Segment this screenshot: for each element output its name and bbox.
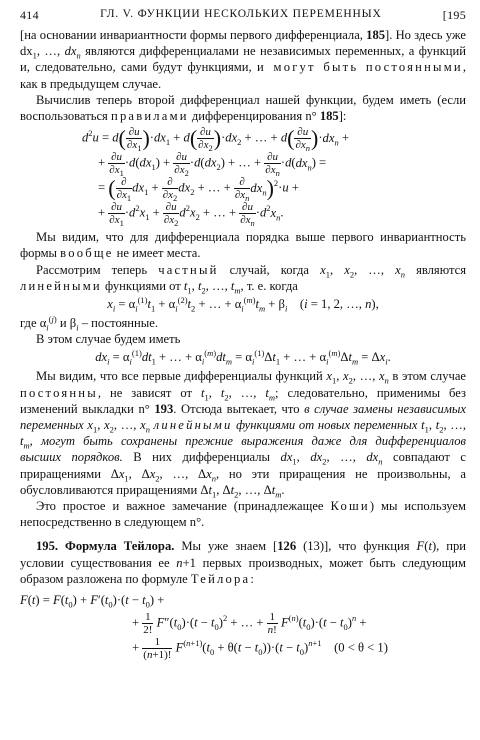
- paragraph-in-this-case: В этом случае будем иметь: [36, 332, 181, 347]
- equation-line: = ( $\frac{\partial}{\partial x_1}$ $dx_1$ + $\frac{\partial}{\partial x_2}$ $dx_2$ + … + $\frac{\partial}{\partial x_n}$ $dx_n)^2\cdot u$ +: [98, 175, 299, 204]
- equation-taylor: [20, 589, 466, 661]
- equation-line: $d^2u = d$( $\frac{\partial u}{\partial x_1}$ )$\cdot dx_1 + d$( $\frac{\partial u}{\partial x_2}$ )$\cdot dx_2$ + … + d( $\frac{\partial u}{\partial x_n}$ )$\cdot dx_n$ +: [82, 125, 349, 154]
- paragraph-linear-case: Рассмотрим теперь частный случай, когда $x_1$, $x_2$, …, $x_n$ являются линейными функциями от $t_1$, $t_2$, …, $t_m$, т. е. когда: [20, 262, 467, 296]
- equation-first-differential: $dx_i = \alpha_i^{(1)}dt_1$ + … + $\alpha_i^{(m)}dt_m = \alpha_i^{(1)}\Delta t_1$ + … + $\alpha_i^{(m)}\Delta t_m = \Delta x_i$.: [95, 348, 391, 367]
- equation-linear-substitution: $x_i = \alpha_i^{(1)}t_1 + \alpha_i^{(2)}t_2$ + … + $\alpha_i^{(m)}t_m + \beta_i$ (i = 1, 2, …, n),: [107, 294, 379, 314]
- page: [20, 8, 466, 661]
- equation-line: + $\frac{1}{(n+1)!}$ $F^{(n+1)}(t_0 + \theta(t - t_0))\cdot(t - t_0)^{n+1}$ (0 < θ < 1): [132, 636, 388, 662]
- chapter-title: ГЛ. V. ФУНКЦИИ НЕСКОЛЬКИХ ПЕРЕМЕННЫХ: [100, 8, 382, 20]
- equation-line: + $\frac{\partial u}{\partial x_1}$ $\cdot d(dx_1)$ + $\frac{\partial u}{\partial x_2}$ $\cdot d(dx_2)$ + … + $\frac{\partial u}{\partial x_n}$ $\cdot d(dx_n)$ =: [98, 151, 327, 179]
- paragraph-no-invariance: Мы видим, что для дифференциала порядка выше первого инвариантность формы вообще не имеет места.: [20, 230, 466, 261]
- equation-line: + $\frac{\partial u}{\partial x_1}$ $\cdot d^2x_1$ + $\frac{\partial u}{\partial x_2}$ $d^2x_2$ + … + $\frac{\partial u}{\partial x_n}$ $\cdot d^2x_n$.: [98, 201, 284, 229]
- equation-line: $F(t) = F(t_0) + F'(t_0)\cdot(t - t_0)$ +: [20, 593, 165, 610]
- equation-second-differential: [20, 125, 466, 229]
- paragraph-second-differential: Вычислив теперь второй дифференциал нашей функции, будем иметь (если воспользоваться правилами дифференцирования n° 185]:: [20, 92, 466, 124]
- paragraph-constants: где $\alpha_i^{(j)}$ и $\beta_i$ – постоянные.: [20, 313, 158, 333]
- equation-line: + $\frac{1}{2!}$ $F''(t_0)\cdot(t - t_0)^2$ + … + $\frac{1}{n!}$ $F^{(n)}(t_0)\cdot(t - t_0)^n$ +: [132, 611, 367, 637]
- paragraph-cauchy-remark: Это простое и важное замечание (принадлежащее Коши) мы используем непосредственно в следующем n°.: [20, 499, 466, 530]
- running-header: [20, 8, 466, 27]
- paragraph-first-differentials-constant: Мы видим, что все первые дифференциалы функций $x_1$, $x_2$, …, $x_n$ в этом случае постоянны, не зависят от $t_1$, $t_2$, …, $t_m$; следовательно, применимы без изменений выкладки n° 193. Отсюда вытекает, что в случае замены независимых переменных $x_1$, $x_2$, …, $x_n$ линейными функциями от новых переменных $t_1$, $t_2$, …, $t_m$, могут быть сохранены прежние выражения даже для дифференциалов высших порядков. В них дифференциалы $dx_1$, $dx_2$, …, $dx_n$ совпадают с приращениями $\Delta x_1$, $\Delta x_2$, …, $\Delta x_n$, но эти приращения не произвольны, а обусловливаются приращениями $\Delta t_1$, $\Delta t_2$, …, $\Delta t_m$.: [20, 369, 467, 500]
- section-number: [195: [442, 8, 466, 22]
- page-number: 414: [20, 8, 39, 22]
- theta-condition: (0 < θ < 1): [334, 640, 388, 655]
- paragraph-invariance-note: [на основании инвариантности формы первого дифференциала, 185]. Но здесь уже $dx_1$, …, $dx_n$ являются дифференциалами не независимых переменных, а функций и, следовательно, сами будут функциями, и могут быть постоянными, как в предыдущем случае.: [20, 28, 466, 91]
- section-195-taylor-formula: 195. Формула Тейлора. Мы уже знаем [126 (13)], что функция F(t), при условии существования ее n+1 первых производных, может быть следующим образом разложена по формуле Тейлора:: [20, 539, 467, 586]
